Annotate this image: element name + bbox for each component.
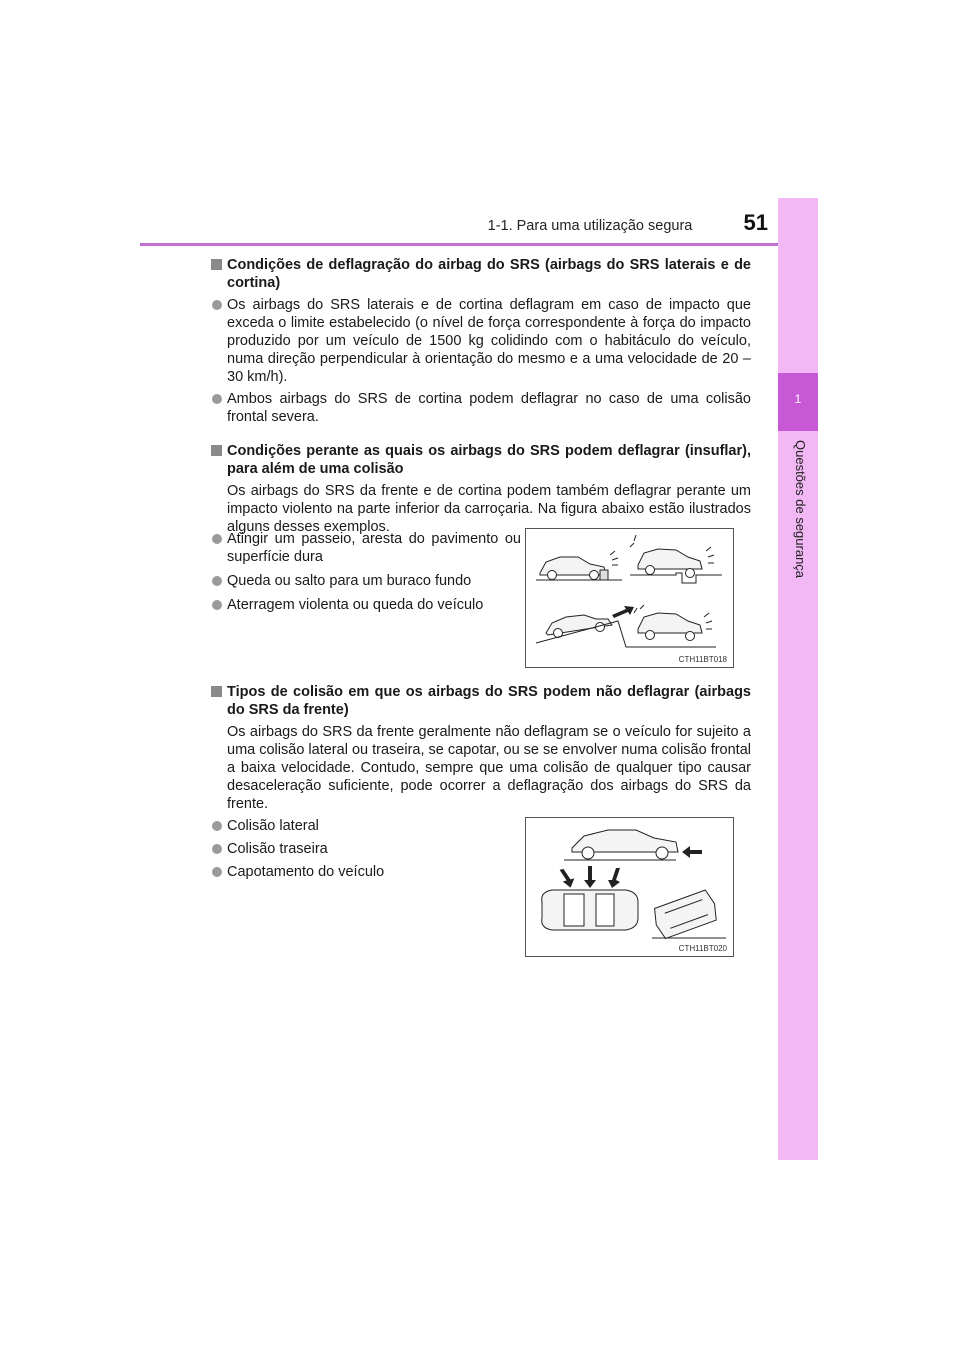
round-bullet-icon bbox=[212, 300, 222, 310]
section-deployment-side-curtain bbox=[211, 256, 751, 426]
car-side-collision-icon bbox=[542, 890, 638, 930]
list-item-text: Aterragem violenta ou queda do veículo bbox=[227, 597, 484, 613]
section-heading bbox=[211, 442, 751, 478]
figure-code: CTH11BT020 bbox=[678, 944, 727, 953]
impact-illustration bbox=[526, 529, 733, 667]
round-bullet-icon bbox=[212, 394, 222, 404]
collision-illustration bbox=[526, 818, 733, 956]
list-item bbox=[211, 596, 521, 614]
figure-no-deploy-collisions bbox=[525, 817, 734, 957]
section-deployment-besides-collision bbox=[211, 442, 751, 536]
side-impact-arrows-icon bbox=[560, 866, 620, 889]
round-bullet-icon bbox=[212, 867, 222, 877]
section-heading-text: Condições perante as quais os airbags do SRS podem deflagrar (insuflar), para além de uma colisão bbox=[227, 443, 751, 477]
bullet-list-impact-examples bbox=[211, 526, 521, 614]
figure-underbody-impacts bbox=[525, 528, 734, 668]
section-paragraph: Os airbags do SRS da frente geralmente não deflagram se o veículo for sujeito a uma colisão lateral ou traseira, se capotar, ou se se envolver numa colisão frontal a baixa velocidade. Contudo, sempre que uma colisão de qualquer tipo causar desaceleração suficiente, pode ocorrer a deflagração dos airbags do SRS da frente. bbox=[227, 724, 751, 812]
round-bullet-icon bbox=[212, 534, 222, 544]
running-header: 1-1. Para uma utilização segura bbox=[487, 218, 693, 234]
chapter-side-tab bbox=[778, 198, 818, 1160]
section-heading-text: Tipos de colisão em que os airbags do SRS podem não deflagrar (airbags do SRS da frente) bbox=[227, 684, 751, 718]
section-paragraph: Os airbags do SRS da frente e de cortina podem também deflagrar perante um impacto violento na parte inferior da carroçaria. Na figura abaixo estão ilustrados alguns desses exemplos. bbox=[227, 483, 751, 535]
car-rear-collision-icon bbox=[564, 830, 678, 860]
arrow-icon bbox=[612, 606, 634, 618]
arrow-left-icon bbox=[682, 846, 702, 858]
car-rollover-icon bbox=[651, 889, 720, 940]
round-bullet-icon bbox=[212, 600, 222, 610]
chapter-number: 1 bbox=[794, 392, 802, 406]
list-item-text: Colisão lateral bbox=[227, 818, 319, 834]
bullet-list-no-deploy-cases bbox=[211, 813, 491, 881]
list-item bbox=[211, 840, 491, 858]
list-item-text: Colisão traseira bbox=[227, 841, 328, 857]
section-heading bbox=[211, 683, 751, 719]
list-item bbox=[211, 530, 521, 566]
list-item-text: Os airbags do SRS laterais e de cortina deflagram em caso de impacto que exceda o limite estabelecido (o nível de força correspondente à força do impacto produzido por um veículo de 1500 kg colidindo com o habitáculo do veículo, numa direção perpendicular à orientação do mesmo e a uma velocidade de 20 – 30 km/h). bbox=[227, 297, 751, 385]
square-bullet-icon bbox=[211, 686, 222, 697]
chapter-title: Questões de segurança bbox=[793, 440, 808, 579]
list-item-text: Queda ou salto para um buraco fundo bbox=[227, 573, 472, 589]
list-item-text: Atingir um passeio, aresta do pavimento ou superfície dura bbox=[227, 531, 521, 565]
car-landing-icon bbox=[634, 605, 712, 641]
round-bullet-icon bbox=[212, 844, 222, 854]
car-falling-hole-icon bbox=[630, 535, 722, 583]
header-rule bbox=[140, 243, 818, 246]
square-bullet-icon bbox=[211, 259, 222, 270]
list-item-text: Capotamento do veículo bbox=[227, 864, 385, 880]
round-bullet-icon bbox=[212, 576, 222, 586]
section-heading-text: Condições de deflagração do airbag do SRS (airbags do SRS laterais e de cortina) bbox=[227, 257, 751, 291]
square-bullet-icon bbox=[211, 445, 222, 456]
page-number: 51 bbox=[743, 210, 768, 235]
round-bullet-icon bbox=[212, 821, 222, 831]
list-item bbox=[211, 572, 521, 590]
list-item bbox=[211, 296, 751, 386]
section-heading bbox=[211, 256, 751, 292]
car-hitting-curb-icon bbox=[536, 551, 622, 580]
section-no-deployment bbox=[211, 683, 751, 813]
list-item bbox=[211, 863, 491, 881]
figure-code: CTH11BT018 bbox=[678, 655, 727, 664]
list-item-text: Ambos airbags do SRS de cortina podem deflagrar no caso de uma colisão frontal severa. bbox=[227, 391, 751, 425]
list-item bbox=[211, 390, 751, 426]
list-item bbox=[211, 817, 491, 835]
